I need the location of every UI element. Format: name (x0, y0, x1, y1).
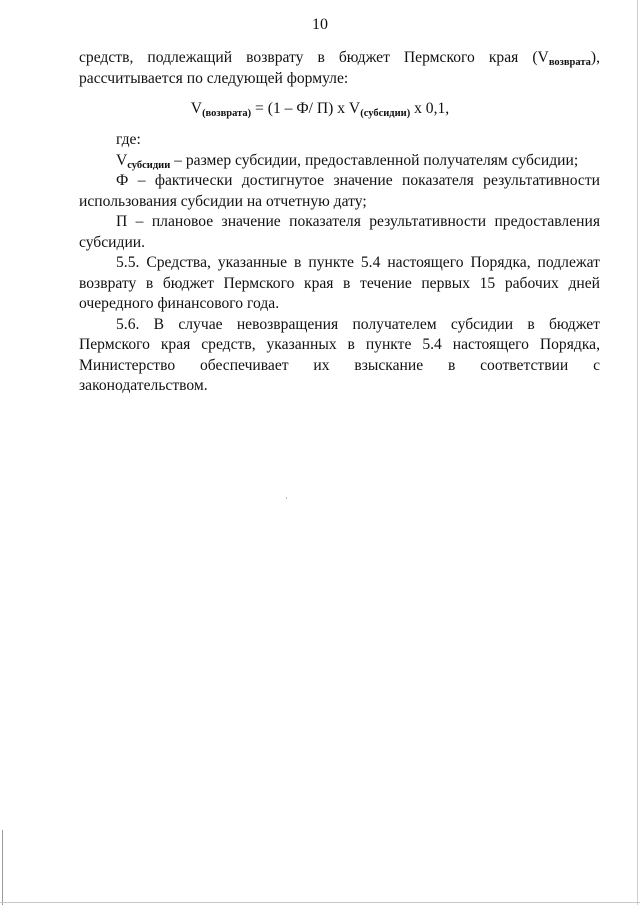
definition-v-text: – размер субсидии, предоставленной получателям субсидии; (170, 151, 579, 169)
page-number: 10 (312, 16, 328, 33)
intro-paragraph (79, 48, 600, 89)
definition-where: где: (116, 131, 141, 148)
formula-sub-right: (субсидии) (360, 108, 411, 119)
intro-text: средств, подлежащий возврату в бюджет Пермского края (V (79, 49, 549, 66)
definition-phi: Ф – фактически достигнутое значение показателя результативности использования субсидии на отчетную дату; (79, 172, 600, 210)
scan-edge-right (637, 0, 638, 905)
scan-edge-bottom (0, 902, 640, 903)
intro-text-end: ), (590, 49, 600, 66)
formula-v: V (190, 100, 203, 117)
scan-edge-left (2, 830, 3, 905)
scan-artifact-dot (286, 497, 287, 499)
intro-subscript: возврата (548, 57, 591, 68)
formula (0, 100, 640, 118)
intro-line (79, 48, 600, 89)
clause-5-5: 5.5. Средства, указанные в пункте 5.4 настоящего Порядка, подлежат возврату в бюджет Пермского края в течение первых 15 рабочих дней очередного финансового года. (79, 254, 600, 312)
definition-v (79, 151, 600, 172)
intro-text-2: рассчитывается по следующей формуле: (79, 69, 349, 87)
formula-sub-left: (возврата) (202, 108, 252, 119)
definitions-block (79, 130, 600, 397)
formula-tail: х 0,1, (410, 100, 450, 117)
formula-middle: = (1 – Ф/ П) х V (251, 100, 361, 117)
definition-v-letter: V (116, 151, 128, 169)
clause-5-6: 5.6. В случае невозвращения получателем субсидии в бюджет Пермского края средств, указанных в пункте 5.4 настоящего Порядка, Министерство обеспечивает их взыскание в соответствии с законодательством. (79, 315, 600, 394)
definition-v-subscript: субсидии (127, 159, 171, 171)
definition-pi: П – плановое значение показателя результативности предоставления субсидии. (79, 213, 600, 251)
